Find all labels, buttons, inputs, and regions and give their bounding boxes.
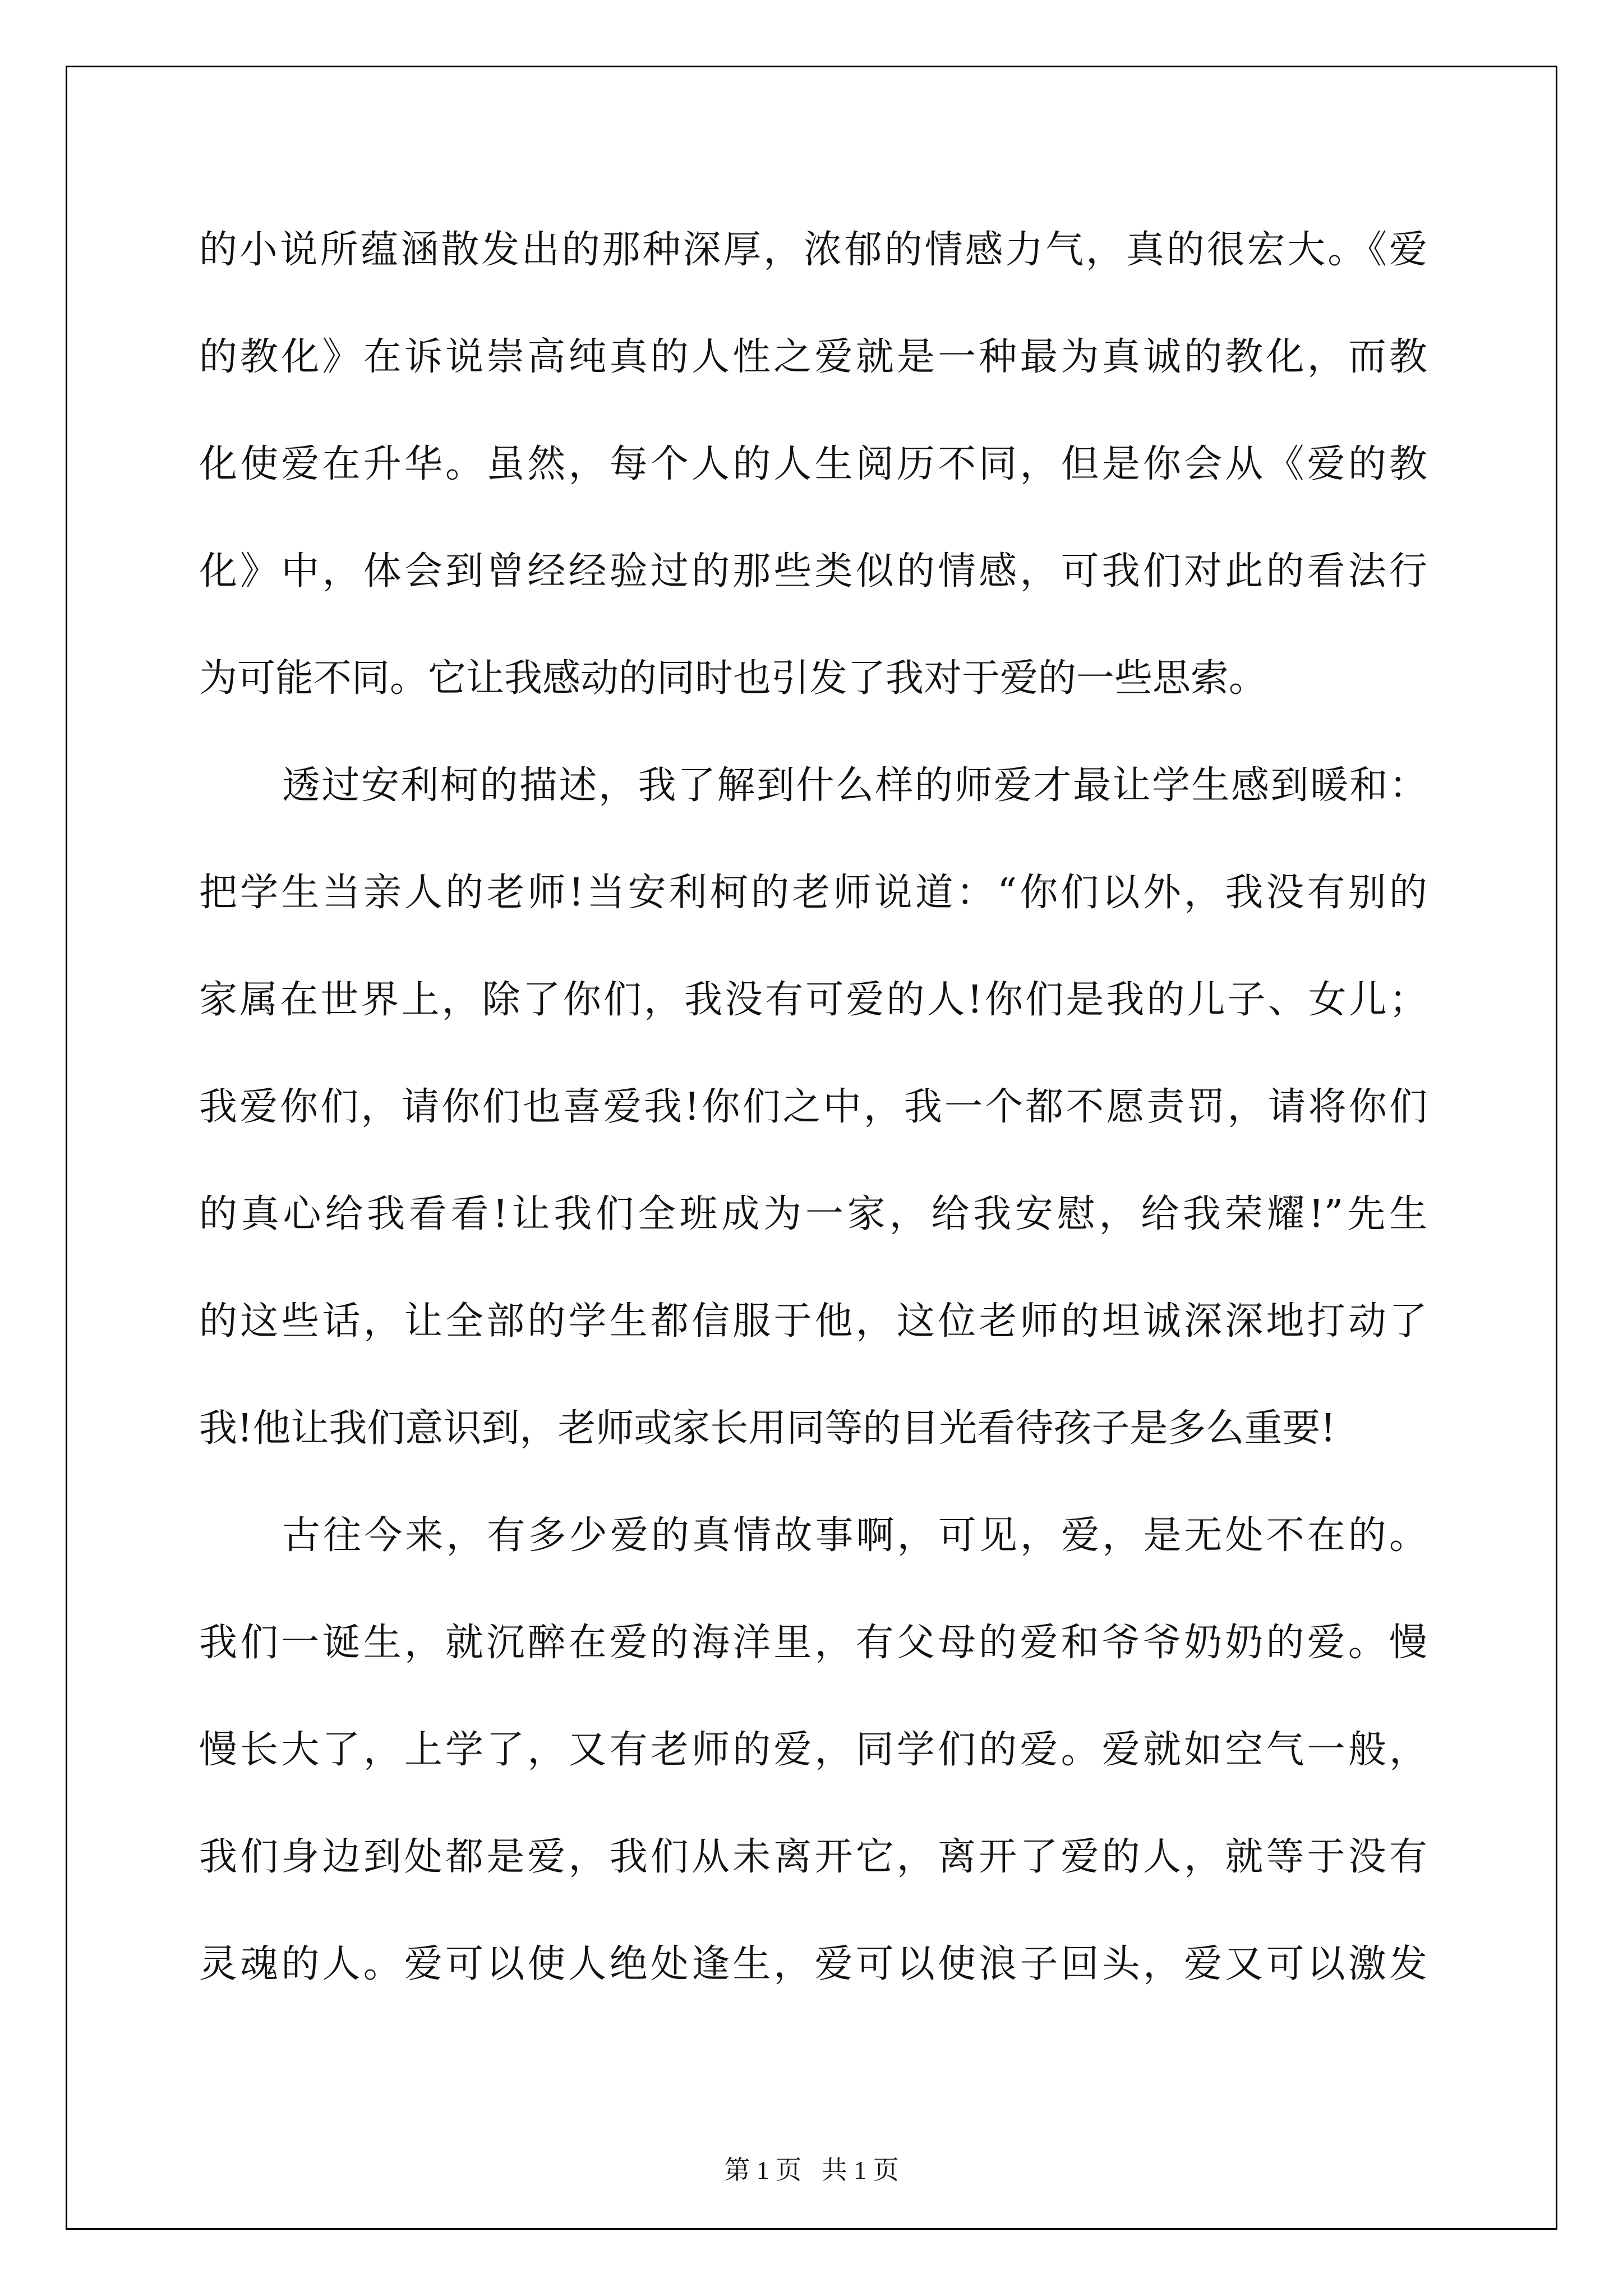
text-line: 的小说所蕴涵散发出的那种深厚，浓郁的情感力气，真的很宏大。《爱 <box>199 228 1427 272</box>
paragraph-first-line: 古往今来，有多少爱的真情故事啊，可见，爱，是无处不在的。 <box>282 1513 1427 1558</box>
text-line: 的真心给我看看!让我们全班成为一家，给我安慰，给我荣耀!”先生 <box>199 1192 1427 1236</box>
text-line: 为可能不同。它让我感动的同时也引发了我对于爱的一些思索。 <box>199 656 1267 701</box>
text-line: 灵魂的人。爱可以使人绝处逢生，爱可以使浪子回头，爱又可以激发 <box>199 1942 1427 1986</box>
text-line: 家属在世界上，除了你们，我没有可爱的人!你们是我的儿子、女儿； <box>199 978 1427 1022</box>
text-line: 把学生当亲人的老师!当安利柯的老师说道：“你们以外，我没有别的 <box>199 871 1427 915</box>
page-footer <box>0 2150 1623 2187</box>
text-line: 我们身边到处都是爱，我们从未离开它，离开了爱的人，就等于没有 <box>199 1835 1427 1879</box>
text-line: 我们一诞生，就沉醉在爱的海洋里，有父母的爱和爷爷奶奶的爱。慢 <box>199 1621 1427 1665</box>
text-line: 的这些话，让全部的学生都信服于他，这位老师的坦诚深深地打动了 <box>199 1299 1427 1343</box>
paragraph-first-line: 透过安利柯的描述，我了解到什么样的师爱才最让学生感到暖和： <box>282 763 1427 808</box>
page-total: 共 1 页 <box>821 2156 899 2184</box>
page-number: 第 1 页 <box>724 2156 802 2184</box>
text-line: 我!他让我们意识到，老师或家长用同等的目光看待孩子是多么重要! <box>199 1406 1336 1451</box>
text-line: 的教化》在诉说崇高纯真的人性之爱就是一种最为真诚的教化，而教 <box>199 335 1427 379</box>
text-line: 化使爱在升华。虽然，每个人的人生阅历不同，但是你会从《爱的教 <box>199 442 1427 486</box>
document-body <box>199 196 1427 2018</box>
text-line: 我爱你们，请你们也喜爱我!你们之中，我一个都不愿责罚，请将你们 <box>199 1085 1427 1129</box>
text-line: 化》中，体会到曾经经验过的那些类似的情感，可我们对此的看法行 <box>199 549 1427 593</box>
text-line: 慢长大了，上学了，又有老师的爱，同学们的爱。爱就如空气一般， <box>199 1728 1427 1772</box>
